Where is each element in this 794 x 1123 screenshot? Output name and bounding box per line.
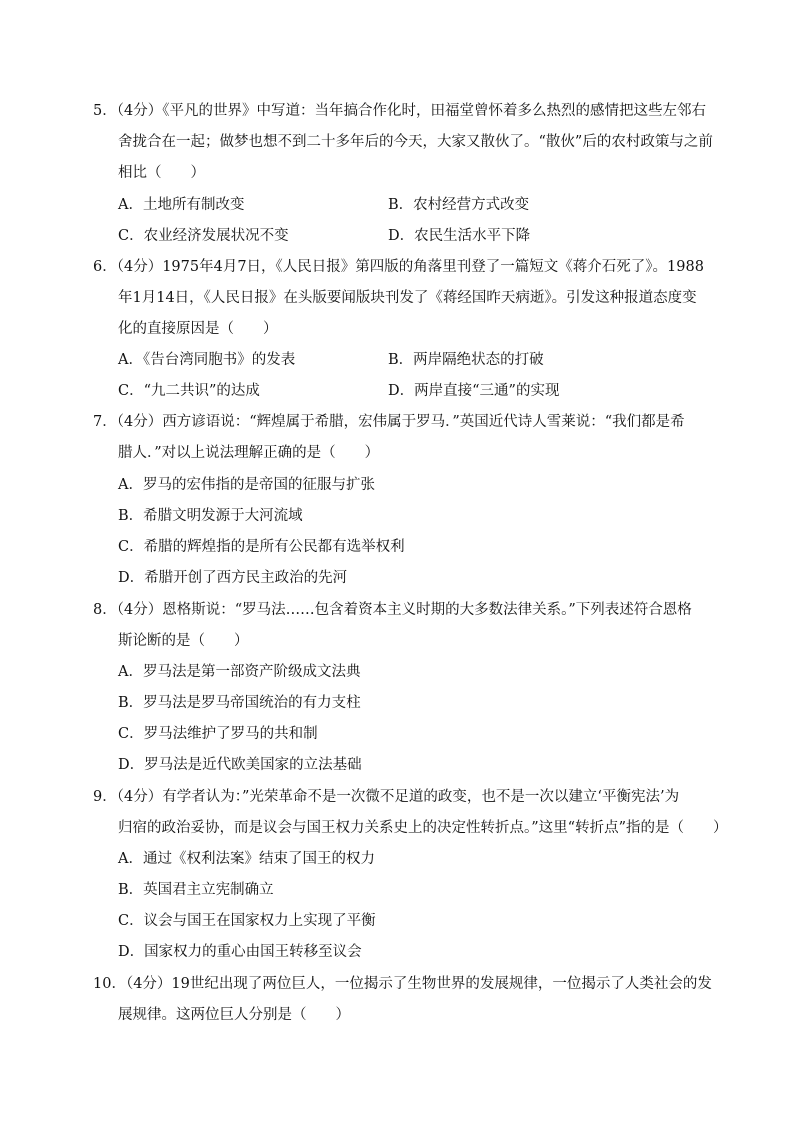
question-9-option-b: B．英国君主立宪制确立 <box>118 882 274 898</box>
question-5-line-2: 舍拢合在一起；做梦也想不到二十多年后的今天，大家又散伙了。“散伙”后的农村政策与之前 <box>118 134 713 150</box>
question-7-line-2: 腊人．”对以上说法理解正确的是（ ） <box>118 445 380 461</box>
question-8-option-a: A．罗马法是第一部资产阶级成文法典 <box>118 664 361 680</box>
question-10-line-1: 10．（4分）19世纪出现了两位巨人，一位揭示了生物世界的发展规律，一位揭示了人类社会的发 <box>93 976 712 992</box>
question-6-line-1: 6．（4分）1975年4月7日，《人民日报》第四版的角落里刊登了一篇短文《蒋介石死了》。1988 <box>93 259 704 275</box>
question-7-option-b: B．希腊文明发源于大河流域 <box>118 508 303 524</box>
question-6-line-2: 年1月14日，《人民日报》在头版要闻版块刊发了《蒋经国昨天病逝》。引发这种报道态度变 <box>118 290 697 306</box>
question-6-option-c: C．“九二共识”的达成 <box>118 383 260 399</box>
question-7-option-a: A．罗马的宏伟指的是帝国的征服与扩张 <box>118 477 375 493</box>
question-6-option-b: B．两岸隔绝状态的打破 <box>388 352 544 368</box>
question-9-line-1: 9．（4分）有学者认为：”光荣革命不是一次微不足道的政变，也不是一次以建立‘平衡宪法’为 <box>93 789 680 805</box>
question-7-option-d: D．希腊开创了西方民主政治的先河 <box>118 570 348 586</box>
question-9-option-a: A．通过《权利法案》结束了国王的权力 <box>118 851 375 867</box>
question-9-option-d: D．国家权力的重心由国王转移至议会 <box>118 944 362 960</box>
question-8-line-2: 斯论断的是（ ） <box>118 633 249 649</box>
question-8-line-1: 8．（4分）恩格斯说：“罗马法……包含着资本主义时期的大多数法律关系。”下列表述符合恩格 <box>93 602 692 618</box>
question-10-line-2: 展规律。这两位巨人分别是（ ） <box>118 1007 350 1023</box>
question-8-option-b: B．罗马法是罗马帝国统治的有力支柱 <box>118 695 361 711</box>
question-5-line-3: 相比（ ） <box>118 165 205 181</box>
question-8-option-c: C．罗马法维护了罗马的共和制 <box>118 726 318 742</box>
question-5-line-1: 5．（4分）《平凡的世界》中写道：当年搞合作化时，田福堂曾怀着多么热烈的感情把这些左邻右 <box>93 103 706 119</box>
question-5-option-d: D．农民生活水平下降 <box>388 228 531 244</box>
question-6-line-3: 化的直接原因是（ ） <box>118 321 278 337</box>
question-9-option-c: C．议会与国王在国家权力上实现了平衡 <box>118 913 376 929</box>
question-6-option-d: D．两岸直接“三通”的实现 <box>388 383 560 399</box>
question-5-option-b: B．农村经营方式改变 <box>388 197 530 213</box>
question-5-option-a: A．土地所有制改变 <box>118 197 245 213</box>
question-5-option-c: C．农业经济发展状况不变 <box>118 228 289 244</box>
question-6-option-a: A．《告台湾同胞书》的发表 <box>118 352 296 368</box>
question-8-option-d: D．罗马法是近代欧美国家的立法基础 <box>118 757 362 773</box>
question-9-line-2: 归宿的政治妥协，而是议会与国王权力关系史上的决定性转折点。”这里“转折点”指的是（ ） <box>118 820 728 836</box>
question-7-option-c: C．希腊的辉煌指的是所有公民都有选举权利 <box>118 539 405 555</box>
question-7-line-1: 7．（4分）西方谚语说：“辉煌属于希腊，宏伟属于罗马．”英国近代诗人雪莱说：“我们都是希 <box>93 414 685 430</box>
